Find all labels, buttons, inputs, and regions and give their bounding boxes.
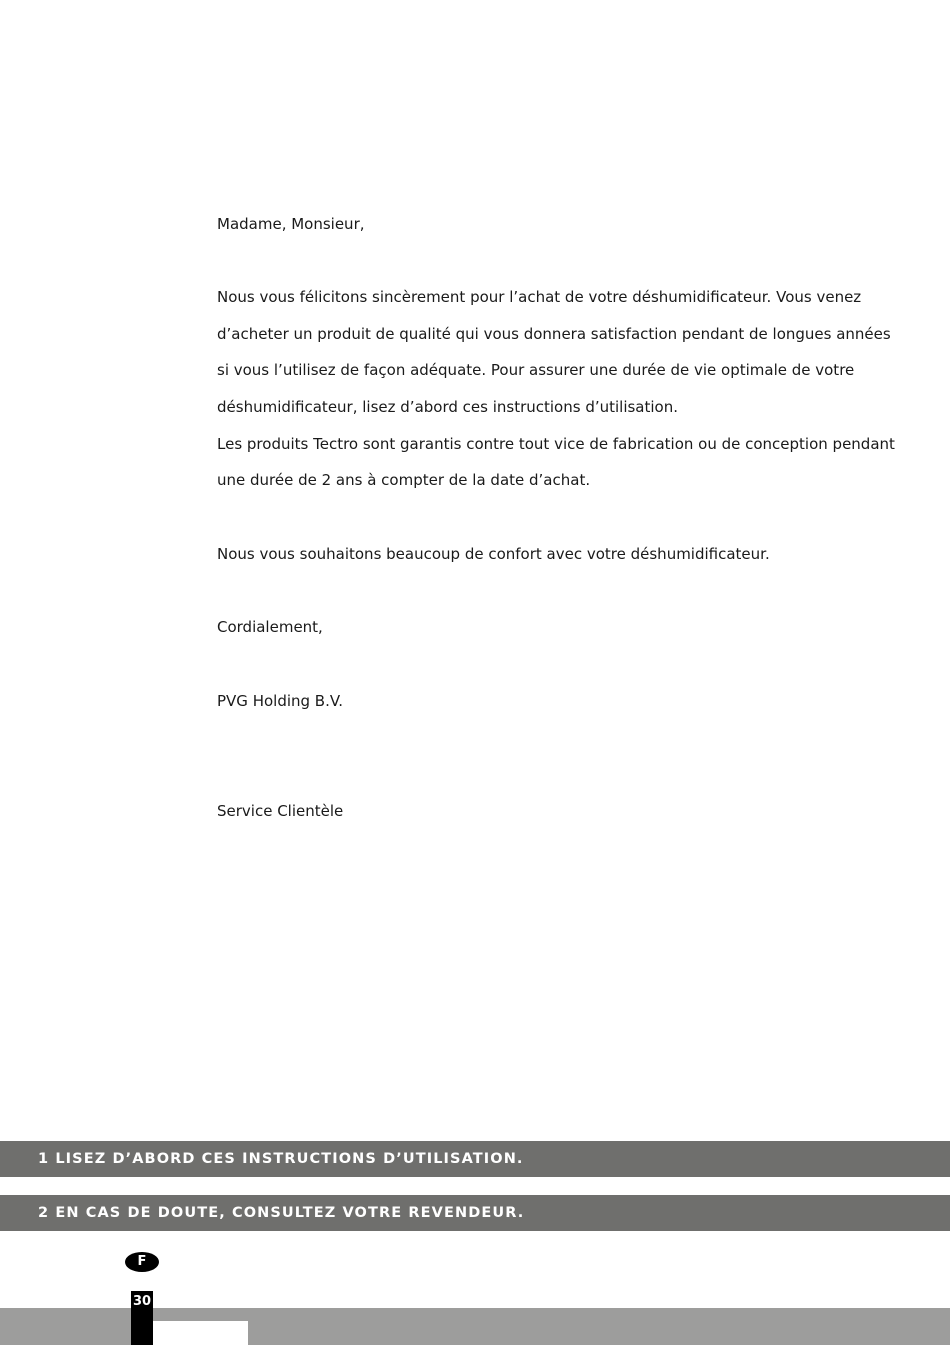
- paragraph1-line6: une durée de 2 ans à compter de la date d’achat.: [217, 471, 591, 489]
- salutation: Madame, Monsieur,: [217, 215, 365, 233]
- department-name: Service Clientèle: [217, 802, 344, 820]
- page-number: 30: [131, 1291, 153, 1345]
- language-badge: F: [125, 1252, 159, 1272]
- paragraph1-line1: Nous vous félicitons sincèrement pour l’achat de votre déshumidificateur. Vous venez: [217, 288, 862, 306]
- paragraph1-line5: Les produits Tectro sont garantis contre tout vice de fabrication ou de conception pendant: [217, 435, 895, 453]
- instruction-banner-2: 2 EN CAS DE DOUTE, CONSULTEZ VOTRE REVENDEUR.: [0, 1195, 950, 1231]
- instruction-banner-1: 1 LISEZ D’ABORD CES INSTRUCTIONS D’UTILISATION.: [0, 1141, 950, 1177]
- company-name: PVG Holding B.V.: [217, 692, 343, 710]
- paragraph1-line3: si vous l’utilisez de façon adéquate. Pour assurer une durée de vie optimale de votre: [217, 361, 855, 379]
- paragraph2: Nous vous souhaitons beaucoup de confort avec votre déshumidificateur.: [217, 545, 770, 563]
- paragraph1-line4: déshumidificateur, lisez d’abord ces instructions d’utilisation.: [217, 398, 679, 416]
- footer-white-box: [153, 1321, 248, 1345]
- paragraph1-line2: d’acheter un produit de qualité qui vous donnera satisfaction pendant de longues années: [217, 325, 891, 343]
- closing: Cordialement,: [217, 618, 323, 636]
